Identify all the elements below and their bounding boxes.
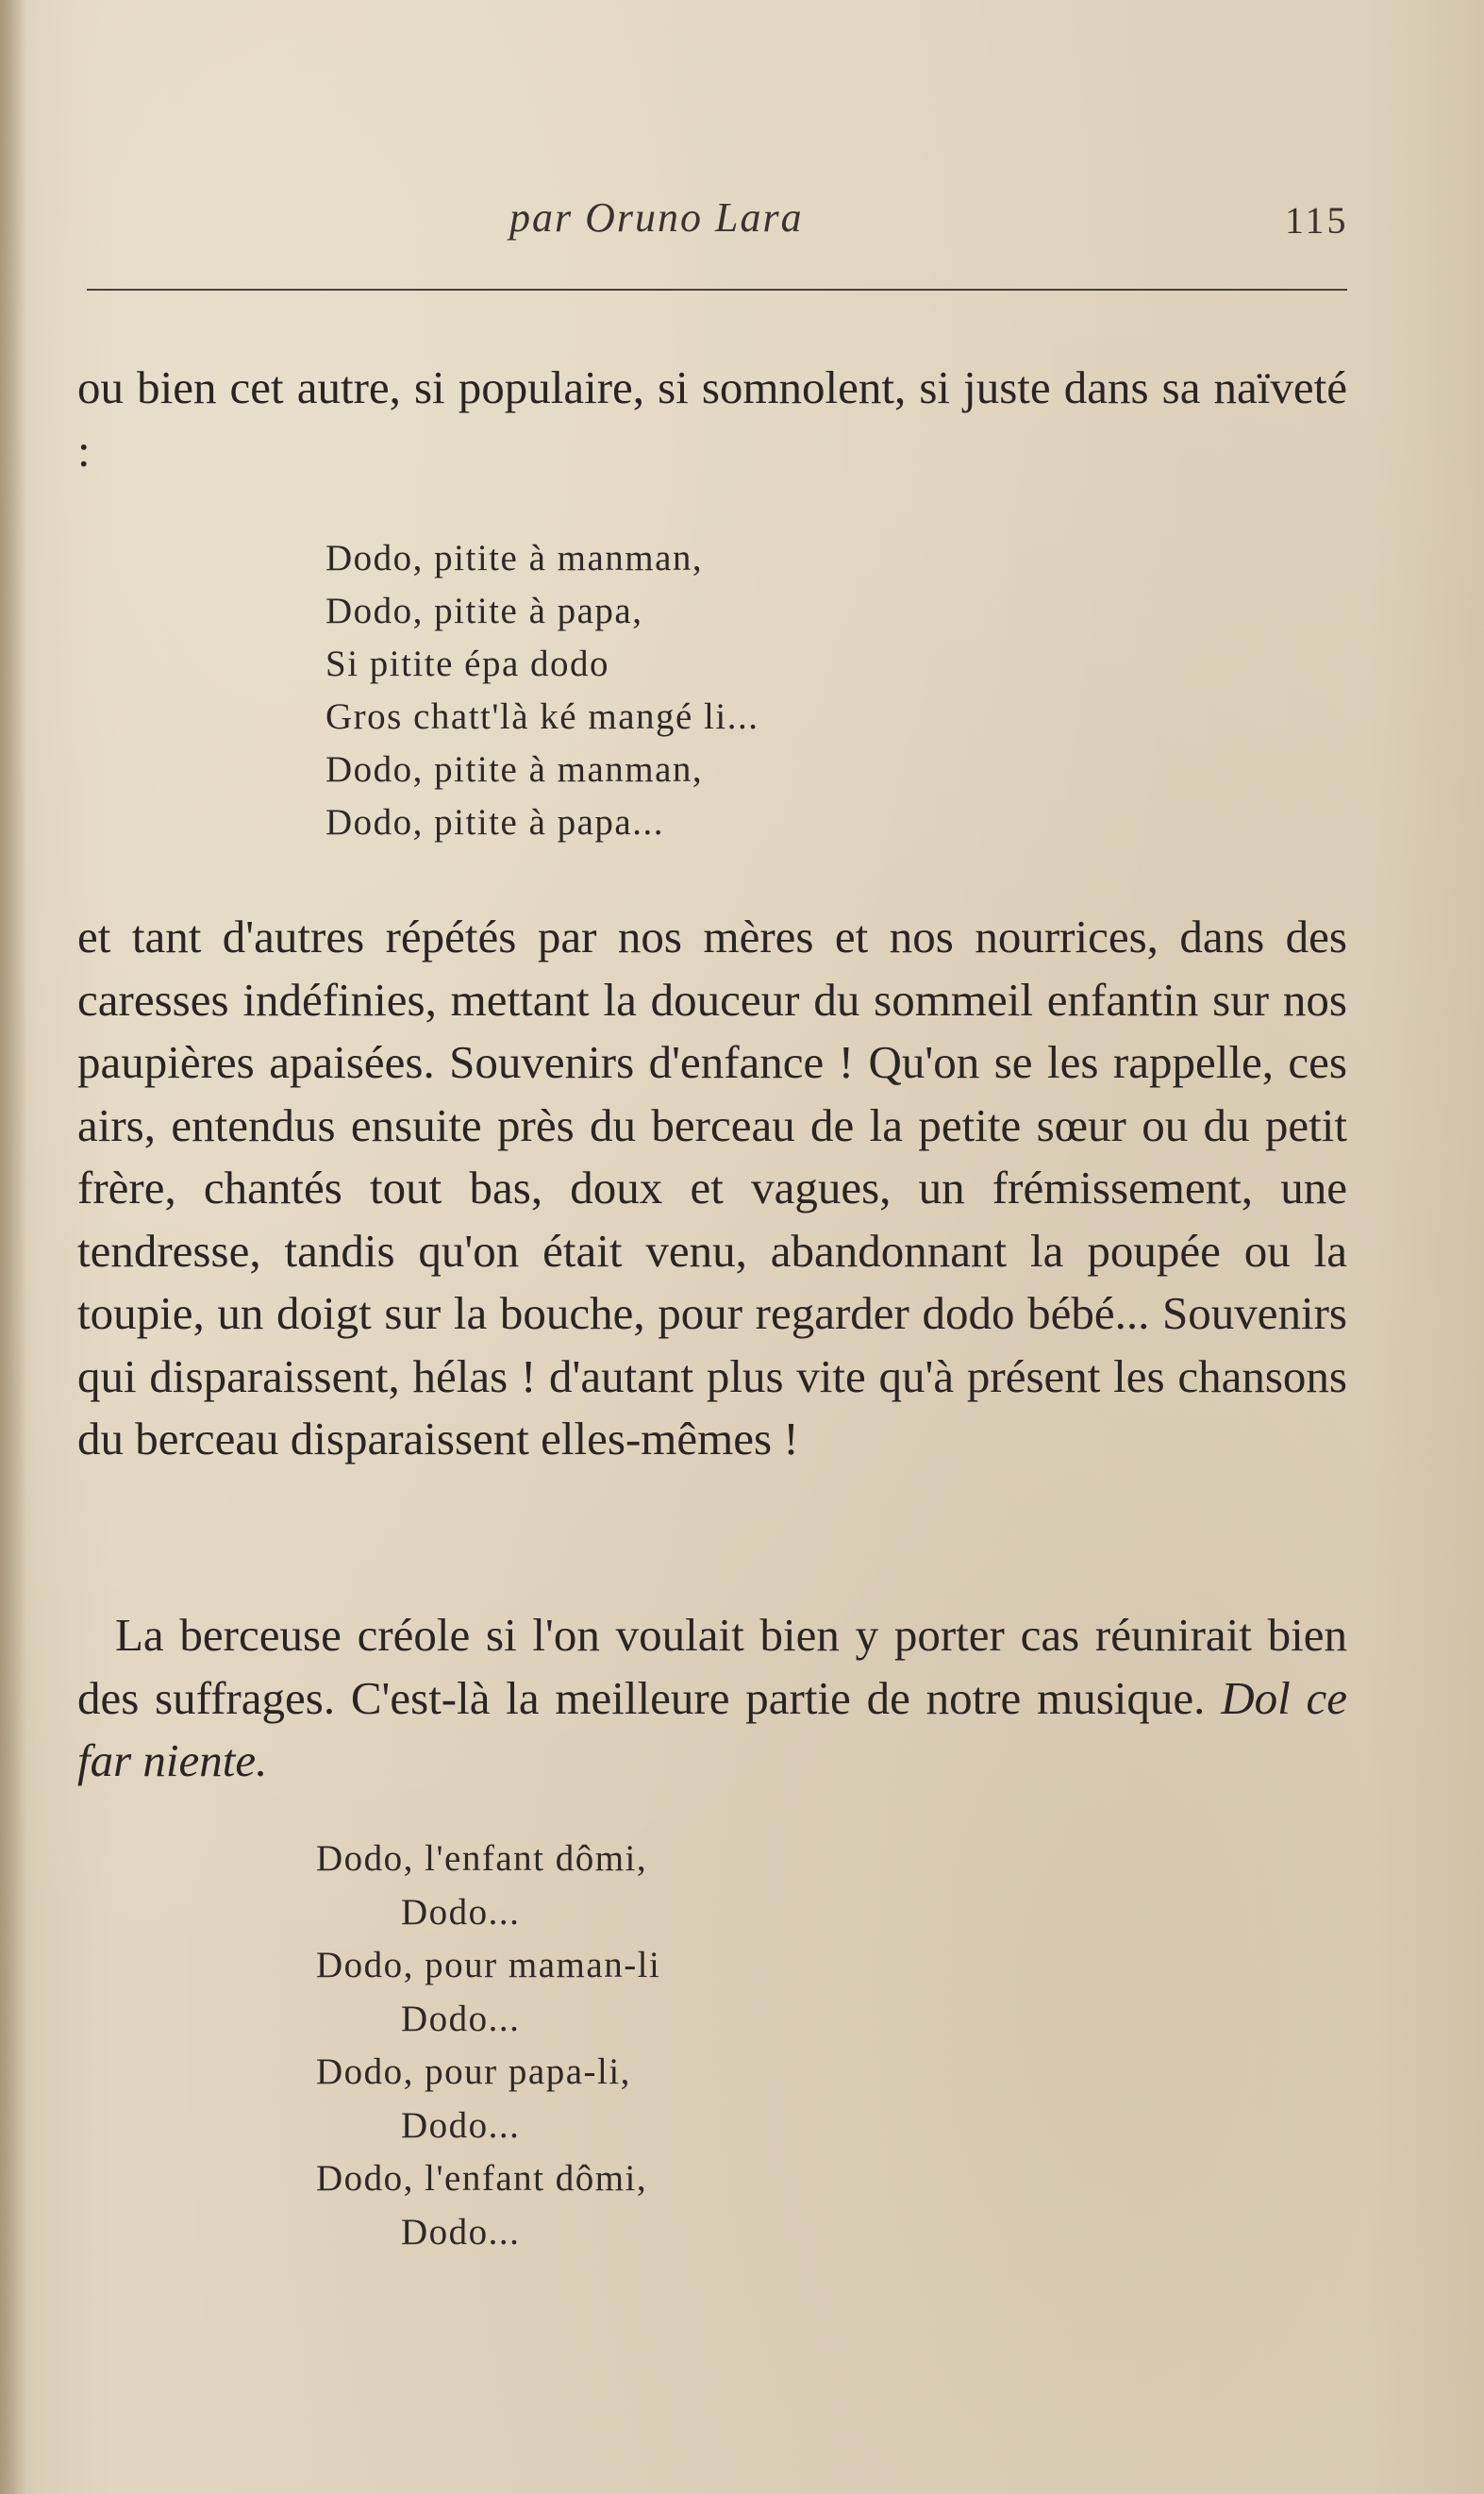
- verse-refrain: Dodo...: [401, 2211, 521, 2252]
- page-edge-shadow: [0, 0, 26, 2494]
- header-rule: [87, 289, 1347, 291]
- italic-phrase: Dol ce far niente.: [77, 1671, 1347, 1786]
- verse-line: Dodo, pitite à manman,: [325, 538, 704, 578]
- verse-line: Dodo, l'enfant dômi,: [316, 1838, 648, 1879]
- intro-paragraph-text: ou bien cet autre, si populaire, si somnolent, si juste dans sa naïveté :: [77, 361, 1347, 477]
- intro-paragraph: [77, 357, 1347, 482]
- verse-refrain: Dodo...: [401, 1998, 521, 2039]
- second-paragraph: [77, 1604, 1347, 1793]
- running-title: par Oruno Lara: [509, 194, 804, 241]
- verse-line: Si pitite épa dodo: [325, 644, 610, 684]
- verse-line: Gros chatt'là ké mangé li...: [325, 696, 759, 737]
- verse-line: Dodo, pitite à papa...: [325, 802, 664, 843]
- verse-line: Dodo, pour maman-li: [316, 1945, 661, 1985]
- main-paragraph: [77, 906, 1347, 1471]
- verse-line: Dodo, l'enfant dômi,: [316, 2158, 648, 2199]
- verse-line: Dodo, pour papa-li,: [316, 2051, 631, 2092]
- second-paragraph-text: La berceuse créole si l'on voulait bien y porter cas réunirait bien des suffrages. C'est-là la meilleure partie de notre musique.: [77, 1609, 1347, 1724]
- verse-two: [316, 1833, 660, 2259]
- verse-refrain: Dodo...: [401, 1891, 521, 1933]
- verse-line: Dodo, pitite à papa,: [325, 591, 643, 631]
- verse-one: [325, 532, 759, 849]
- verse-refrain: Dodo...: [401, 2104, 521, 2146]
- page-number: 115: [1285, 199, 1349, 242]
- main-paragraph-text: et tant d'autres répétés par nos mères et nos nourrices, dans des caresses indéfinies, mettant la douceur du sommeil enfantin sur nos paupières apaisées. Souvenirs d'enfance ! Qu'on se les rappelle, ces airs, entendus ensuite près du berceau de la petite sœur ou du petit frère, chantés tout bas, doux et vagues, un frémissement, une tendresse, tandis qu'on était venu, abandonnant la poupée ou la toupie, un doigt sur la bouche, pour regarder dodo bébé... Souvenirs qui disparaissent, hélas ! d'autant plus vite qu'à présent les chansons du berceau disparaissent elles-mêmes !: [77, 911, 1347, 1465]
- verse-line: Dodo, pitite à manman,: [325, 749, 704, 790]
